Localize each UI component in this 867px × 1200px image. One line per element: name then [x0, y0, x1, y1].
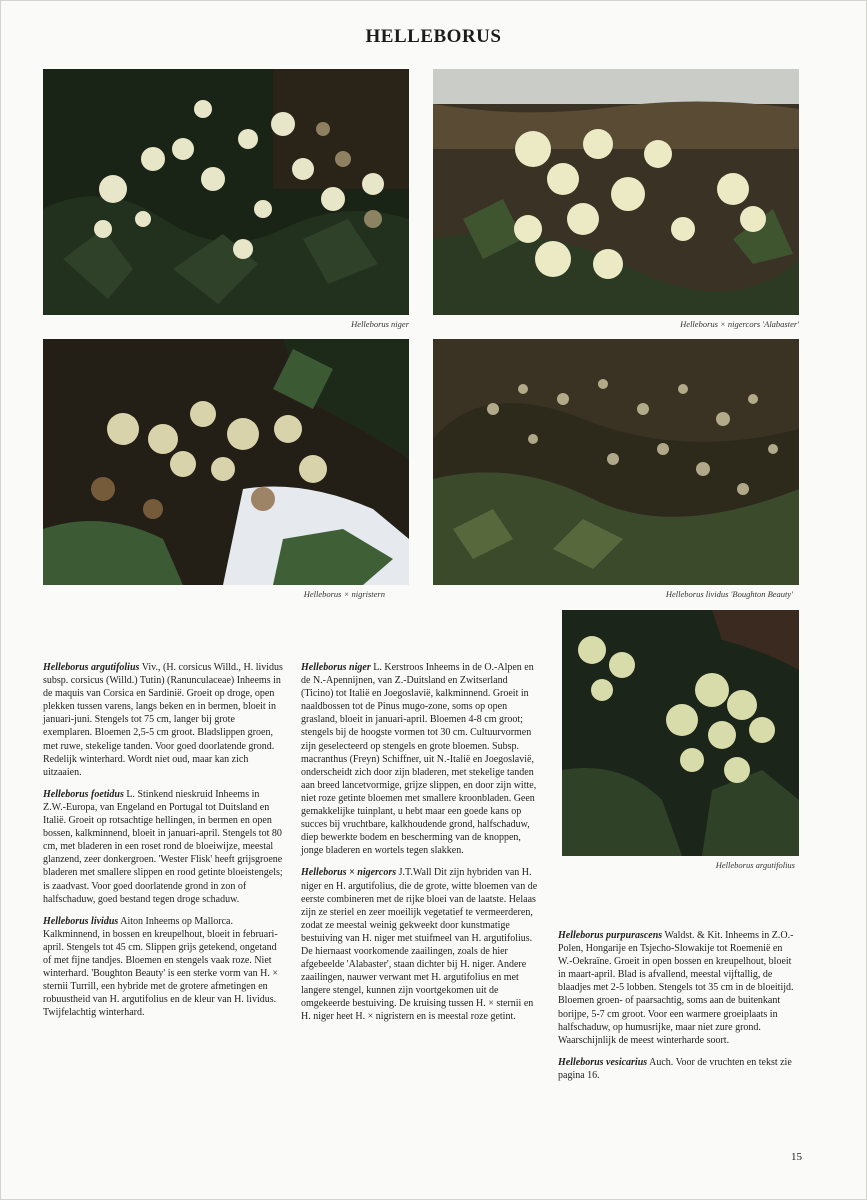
entry-vesicarius	[558, 1056, 798, 1082]
photo-caption-5: Helleborus argutifolius	[715, 860, 795, 870]
entry-nigercors	[301, 866, 541, 1023]
entry-foetidus	[43, 788, 283, 906]
entry-name: Helleborus vesicarius	[558, 1056, 648, 1068]
text-column-left	[43, 661, 283, 1028]
entry-body: Waldst. & Kit. Inheems in Z.O.-Polen, Hongarije en Tsjecho-Slowakije tot Roemenië en W.-Oekraïne. Groeit in open bossen en kreupelhout, bloeit in maart-april. Blad is afvallend, meestal vijftallig, de blaadjes met 2-5 lobben. Stengels tot 35 cm in de bloeitijd. Bloemen groen- of paarsachtig, soms aan de buitenkant borijpe, 5-7 cm groot. Voor een warmere groeiplaats in halfschaduw, op humusrijke, maar niet zure grond. Waarschijnlijk de meest winterharde soort.	[558, 930, 794, 1046]
entry-name: Helleborus purpurascens	[558, 930, 663, 941]
photo-helleborus-lividus-boughton-beauty	[433, 339, 799, 585]
entry-name: Helleborus argutifolius	[43, 662, 140, 673]
entry-body: L. Kerstroos Inheems in de O.-Alpen en de N.-Apennijnen, van Z.-Duitsland en Zwitserland (Ticino) tot Italië en Joegoslavië, kalkminnend. Groeit in naaldbossen tot de Pinus mugo-zone, soms op open grasland, bloeit in januari-april. Bloemen 4-8 cm groot; stengels bij de hoogste vormen tot 30 cm. Cultuurvormen zijn geselecteerd op stengels en grote bloemen. Subsp. macranthus (Freyn) Schiffner, uit N.-Italië en Joegoslavië, onderscheidt zich door zijn bladeren, met stekelige tanden aan breed lancetvormige, grijze slippen, en door zijn witte, niet roze getinte bloemen met smallere kroonbladen. Geen gemakkelijke tuinplant, u hebt maar een goede kans op succes bij vruchtbare, kalkhoudende grond, halfschaduw, diep bewerkte bodem en bescherming van de knoppen, jonge bladeren en wortels tegen slakken.	[301, 662, 537, 857]
entry-name: Helleborus lividus	[43, 915, 119, 927]
photo-helleborus-nigercors-alabaster	[433, 69, 799, 315]
entry-purpurascens	[558, 929, 798, 1047]
entry-body: Auch. Voor de vruchten en tekst zie pagina 16.	[558, 1056, 792, 1081]
entry-niger	[301, 661, 541, 857]
photo-caption-3: Helleborus × nigristern	[303, 589, 385, 599]
entry-argutifolius	[43, 661, 283, 779]
entry-lividus	[43, 915, 283, 1020]
entry-body: J.T.Wall Dit zijn hybriden van H. niger en H. argutifolius, die de grote, witte bloemen van de eerste combineren met de rijke bloei van de laatste. Helaas zijn ze steriel en zeer moeilijk vegetatief te vermeerderen, zodat ze meestal weinig gekweekt door kunstmatige bestuiving van H. niger met stuifmeel van H. argutifolius. De hiernaast voorkomende zaailingen, zoals de hier afgebeelde 'Alabaster', staan dichter bij H. niger. Andere zaailingen, nauwer verwant met H. argutifolius en met langere stengel, kunnen zijn voortgekomen uit de omgekeerde bestuiving. De kruising tussen H. × sternii en H. niger heet H. × nigristern en is meestal roze getint.	[301, 867, 538, 1023]
entry-body: Aiton Inheems op Mallorca. Kalkminnend, in bossen en kreupelhout, bloeit in februari-april. Stengels tot 45 cm. Slippen grijs getekend, ongetand of met fijne tandjes. Bloemen en stengels vaak roze. Niet winterhard. 'Boughton Beauty' is een sterke vorm van H. × sternii Turrill, een hybride met de grotere afmetingen en robuustheid van H. argutifolius en de kleur van H. lividus. Twijfelachtig winterhard.	[43, 915, 279, 1019]
text-column-middle	[301, 661, 541, 1033]
entry-name: Helleborus × nigercors	[301, 867, 397, 879]
entry-name: Helleborus foetidus	[43, 788, 124, 800]
page-title: HELLEBORUS	[365, 26, 502, 47]
entry-body: Viv., (H. corsicus Willd., H. lividus subsp. corsicus (Willd.) Tutin) (Ranunculaceae) Inheems in de maquis van Corsica en Sardinië. Groeit op droge, open plekken tussen varens, langs beken en in bermen, bloeit in januari-juni. Stengels tot 75 cm, langer bij grote exemplaren. Bloemen 2,5-5 cm groot. Bladslippen groen, met ruwe, stekelige tanden. Voor goed doorlatende grond. Redelijk winterhard. Wordt niet oud, maar kan zich uitzaaien.	[43, 662, 283, 778]
photo-helleborus-nigristern	[43, 339, 409, 585]
entry-name: Helleborus niger	[301, 662, 371, 673]
photo-caption-4: Helleborus lividus 'Boughton Beauty'	[665, 589, 793, 599]
entry-body: L. Stinkend nieskruid Inheems in Z.W.-Europa, van Engeland en Portugal tot Duitsland en Italië. Groeit op rotsachtige hellingen, in bermen en open bossen, kalkminnend, bloeit in januari-april. Stengels tot 80 cm, met bladeren in een roset rond de bloeiwijze, meestal glanzend, zeer donkergroen. 'Wester Flisk' heeft grijsgroene bladeren met smallere slippen en rood getinte bloeistengels; is zaadvast. Voor goed doorlatende grond in zon of halfschaduw, goed bestand tegen droge schaduw.	[43, 788, 283, 905]
photo-caption-2: Helleborus × nigercors 'Alabaster'	[680, 319, 799, 329]
text-column-right	[558, 929, 798, 1091]
photo-caption-1: Helleborus niger	[351, 319, 409, 329]
photo-helleborus-argutifolius	[562, 610, 799, 856]
page-number: 15	[791, 1151, 802, 1163]
photo-helleborus-niger	[43, 69, 409, 315]
